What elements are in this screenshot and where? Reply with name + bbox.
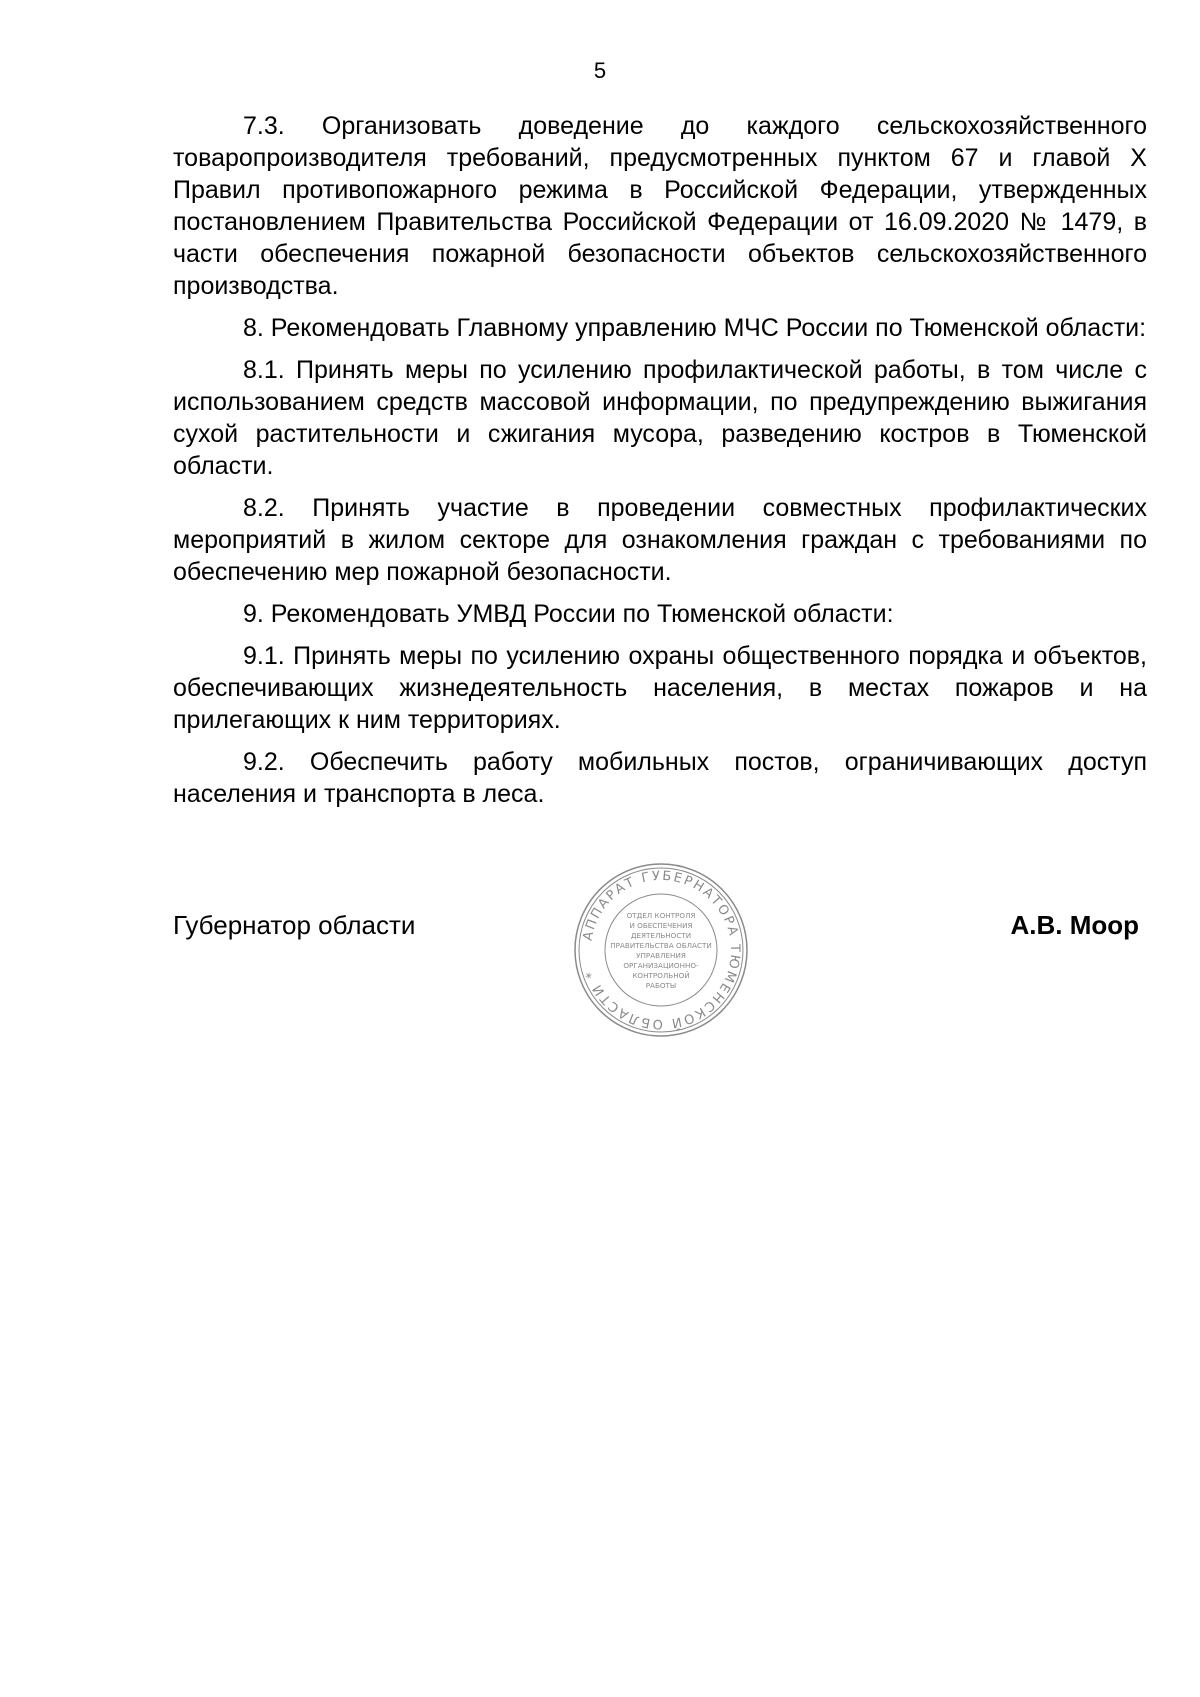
signatory-name: А.В. Моор [1010, 910, 1139, 940]
paragraph-9-1: 9.1. Принять меры по усилению охраны общественного порядка и объектов, обеспечивающих жизнедеятельность населения, в местах пожаров и на прилегающих к ним территориях. [173, 642, 1147, 734]
paragraph-9-2: 9.2. Обеспечить работу мобильных постов, ограничивающих доступ населения и транспорта в леса. [173, 748, 1147, 808]
signatory-title: Губернатор области [173, 910, 416, 940]
stamp-line: ОТДЕЛ КОНТРОЛЯ [626, 911, 696, 920]
stamp-line: УПРАВЛЕНИЯ [636, 951, 686, 960]
official-stamp [571, 860, 751, 1040]
stamp-line: И ОБЕСПЕЧЕНИЯ [629, 921, 693, 930]
stamp-line: ДЕЯТЕЛЬНОСТИ [630, 931, 692, 940]
page-number: 5 [593, 58, 607, 83]
paragraph-9: 9. Рекомендовать УМВД России по Тюменской области: [243, 600, 894, 628]
signature-block [173, 860, 1147, 1050]
paragraph-7-3: 7.3. Организовать доведение до каждого сельскохозяйственного товаропроизводителя требований, предусмотренных пунктом 67 и главой X Правил противопожарного режима в Российской Федерации, утвержденных постановлением Правительства Российской Федерации от 16.09.2020 № 1479, в части обеспечения пожарной безопасности объектов сельскохозяйственного производства. [173, 112, 1147, 300]
paragraph-8-1: 8.1. Принять меры по усилению профилактической работы, в том числе с использованием средств массовой информации, по предупреждению выжигания сухой растительности и сжигания мусора, разведению костров в Тюменской области. [173, 356, 1147, 480]
stamp-line: РАБОТЫ [645, 981, 677, 990]
stamp-ring-text: АППАРАТ ГУБЕРНАТОРА ТЮМЕНСКОЙ ОБЛАСТИ * [580, 868, 743, 1032]
document-body [173, 110, 1147, 820]
stamp-line: ПРАВИТЕЛЬСТВА ОБЛАСТИ [610, 941, 712, 950]
paragraph-8: 8. Рекомендовать Главному управлению МЧС России по Тюменской области: [243, 314, 1147, 342]
stamp-line: ОРГАНИЗАЦИОННО- [623, 961, 699, 970]
stamp-line: КОНТРОЛЬНОЙ [632, 971, 690, 980]
paragraph-8-2: 8.2. Принять участие в проведении совместных профилактических мероприятий в жилом секторе для ознакомления граждан с требованиями по обеспечению мер пожарной безопасности. [173, 494, 1147, 586]
